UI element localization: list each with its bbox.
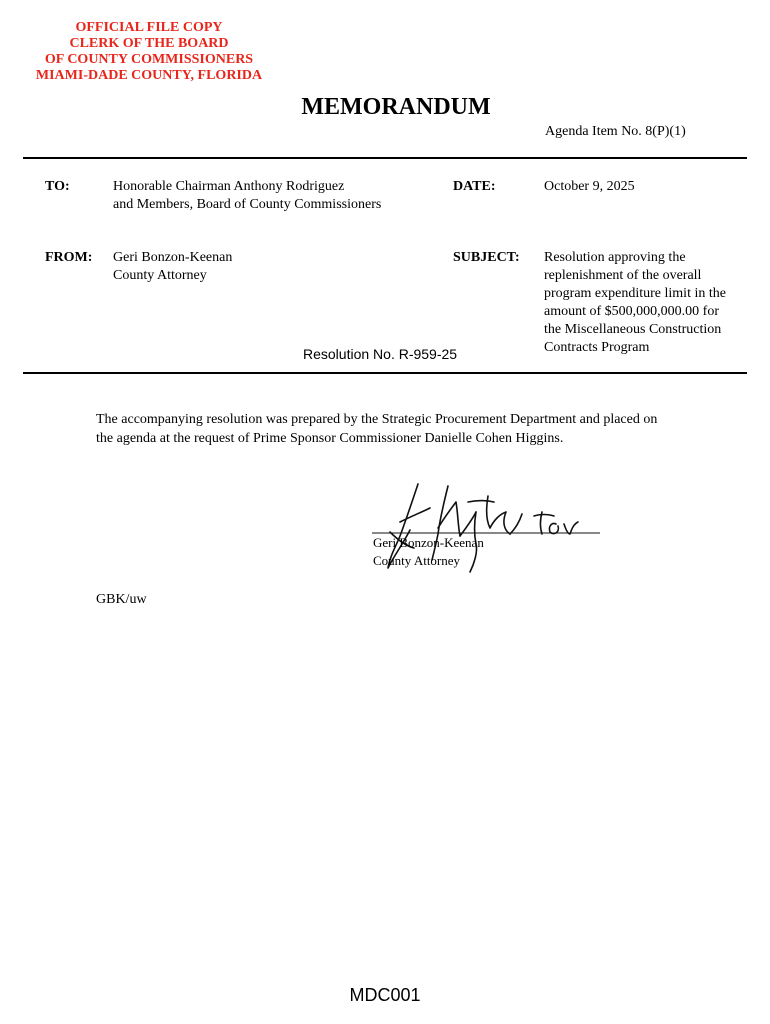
- header-bottom-rule: [23, 372, 747, 374]
- to-label: TO:: [45, 179, 70, 194]
- stamp-line: CLERK OF THE BOARD: [69, 36, 229, 51]
- subject-text: [544, 249, 726, 357]
- subject-line: replenishment of the overall: [544, 268, 702, 283]
- body-line: the agenda at the request of Prime Sponsor Commissioner Danielle Cohen Higgins.: [96, 431, 564, 446]
- memo-title: MEMORANDUM: [301, 94, 491, 120]
- subject-line: program expenditure limit in the: [544, 286, 726, 301]
- to-recipient: [113, 178, 381, 214]
- subject-line: amount of $500,000,000.00 for: [544, 304, 719, 319]
- from-line: County Attorney: [113, 268, 207, 283]
- stamp-line: MIAMI-DADE COUNTY, FLORIDA: [35, 68, 263, 83]
- signatory-block: [373, 534, 484, 570]
- from-label: FROM:: [45, 250, 93, 265]
- resolution-number: Resolution No. R-959-25: [303, 346, 458, 362]
- body-line: The accompanying resolution was prepared by the Strategic Procurement Department and placed on: [96, 412, 658, 427]
- typist-initials: GBK/uw: [96, 592, 147, 607]
- from-line: Geri Bonzon-Keenan: [113, 250, 233, 265]
- header-top-rule: [23, 157, 747, 159]
- from-sender: [113, 249, 232, 285]
- subject-label: SUBJECT:: [453, 250, 520, 265]
- stamp-line: OFFICIAL FILE COPY: [75, 20, 223, 35]
- to-line: and Members, Board of County Commissioners: [113, 197, 382, 212]
- subject-line: Resolution approving the: [544, 250, 686, 265]
- memo-body: [96, 410, 736, 448]
- signatory-name: Geri Bonzon-Keenan: [373, 535, 484, 550]
- page-footer-id: MDC001: [349, 985, 421, 1005]
- to-line: Honorable Chairman Anthony Rodriguez: [113, 179, 345, 194]
- subject-line: the Miscellaneous Construction: [544, 322, 722, 337]
- agenda-item-number: Agenda Item No. 8(P)(1): [545, 124, 686, 139]
- official-file-copy-stamp: [14, 20, 284, 84]
- date-value: October 9, 2025: [544, 179, 635, 194]
- signatory-title: County Attorney: [373, 553, 461, 568]
- subject-line: Contracts Program: [544, 340, 650, 355]
- stamp-line: OF COUNTY COMMISSIONERS: [44, 52, 254, 67]
- date-label: DATE:: [453, 179, 496, 194]
